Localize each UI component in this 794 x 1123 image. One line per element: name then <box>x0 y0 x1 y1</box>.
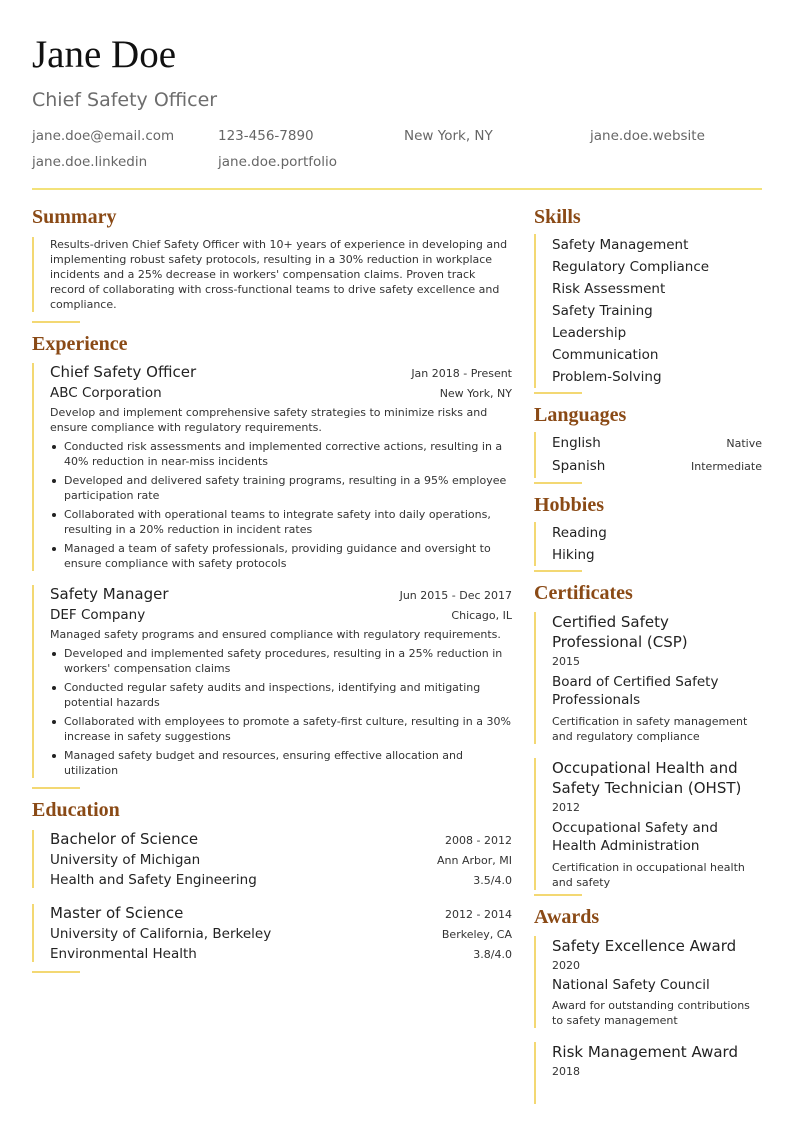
certificates-heading: Certificates <box>534 582 633 604</box>
job-entry <box>32 585 512 778</box>
sidebar-column <box>534 200 762 1104</box>
education-location: Ann Arbor, MI <box>437 854 512 867</box>
header-divider <box>32 188 762 190</box>
skills-section <box>534 206 762 394</box>
certificate-issuer: Occupational Safety and Health Administration <box>552 820 718 854</box>
job-bullet: Managed safety budget and resources, ensuring effective allocation and utilization <box>50 748 512 778</box>
certificate-year: 2015 <box>552 655 580 668</box>
award-issuer: National Safety Council <box>552 977 710 993</box>
job-bullet: Developed and delivered safety training programs, resulting in a 95% employee participation rate <box>50 473 512 503</box>
certificates-section <box>534 582 762 896</box>
awards-section <box>534 906 762 1104</box>
education-field: Environmental Health <box>50 946 197 962</box>
main-column <box>32 200 512 973</box>
languages-heading: Languages <box>534 404 627 426</box>
section-underline <box>32 971 80 973</box>
skill-item: Regulatory Compliance <box>552 259 710 275</box>
education-degree: Bachelor of Science <box>50 830 199 848</box>
hobby-item: Hiking <box>552 547 595 563</box>
job-bullet: Managed a team of safety professionals, providing guidance and oversight to ensure compliance with safety protocols <box>50 541 512 571</box>
contact-email[interactable]: jane.doe@email.com <box>32 128 175 144</box>
skill-item: Risk Assessment <box>552 281 666 297</box>
job-title: Safety Manager <box>50 585 169 603</box>
education-gpa: 3.5/4.0 <box>473 874 512 887</box>
skill-item: Problem-Solving <box>552 369 662 385</box>
skill-item: Communication <box>552 347 659 363</box>
section-underline <box>534 894 582 896</box>
experience-heading: Experience <box>32 333 128 355</box>
job-bullet: Collaborated with employees to promote a safety-first culture, resulting in a 30% increase in safety suggestions <box>50 714 512 744</box>
certificate-entry <box>534 612 762 744</box>
awards-heading: Awards <box>534 906 600 928</box>
certificate-name: Occupational Health and Safety Technician (OHST) <box>552 759 742 797</box>
section-underline <box>534 482 582 484</box>
candidate-title: Chief Safety Officer <box>32 89 218 111</box>
education-heading: Education <box>32 799 120 821</box>
certificate-name: Certified Safety Professional (CSP) <box>552 613 688 651</box>
language-item <box>552 455 762 478</box>
education-school: University of Michigan <box>50 852 201 868</box>
award-name: Risk Management Award <box>552 1043 738 1061</box>
summary-text: Results-driven Chief Safety Officer with 10+ years of experience in developing and implementing robust safety protocols, resulting in a 30% reduction in workplace incidents and a 25% decrease in workers' compensation claims. Proven track record of collaborating with cross-functional teams to drive safety excellence and compliance. <box>50 238 508 311</box>
skills-heading: Skills <box>534 206 581 228</box>
certificate-description: Certification in safety management and regulatory compliance <box>552 715 748 743</box>
hobbies-heading: Hobbies <box>534 494 605 516</box>
contact-website[interactable]: jane.doe.website <box>590 128 705 144</box>
certificate-entry <box>534 758 762 890</box>
job-entry <box>32 363 512 571</box>
job-bullet: Conducted risk assessments and implemented corrective actions, resulting in a 40% reduction in near-miss incidents <box>50 439 512 469</box>
language-name: Spanish <box>552 458 606 474</box>
skill-item: Safety Training <box>552 303 653 319</box>
job-company: DEF Company <box>50 607 146 623</box>
contact-linkedin[interactable]: jane.doe.linkedin <box>32 154 148 170</box>
section-underline <box>32 321 80 323</box>
section-underline <box>534 570 582 572</box>
summary-heading: Summary <box>32 206 117 228</box>
skill-item: Leadership <box>552 325 627 341</box>
section-underline <box>534 392 582 394</box>
award-description: Award for outstanding contributions to safety management <box>552 999 750 1027</box>
experience-section <box>32 333 512 789</box>
award-entry <box>534 1042 762 1104</box>
candidate-name: Jane Doe <box>32 33 177 76</box>
certificate-description: Certification in occupational health and safety <box>552 861 745 889</box>
job-description: Develop and implement comprehensive safety strategies to minimize risks and ensure compliance with regulatory requirements. <box>50 406 488 434</box>
job-bullet: Collaborated with operational teams to integrate safety into daily operations, resulting in a 20% reduction in incident rates <box>50 507 512 537</box>
job-description: Managed safety programs and ensured compliance with regulatory requirements. <box>50 628 501 641</box>
language-name: English <box>552 435 601 451</box>
education-entry <box>32 904 512 962</box>
education-dates: 2012 - 2014 <box>445 908 512 921</box>
contact-phone[interactable]: 123-456-7890 <box>218 128 314 144</box>
job-bullet: Conducted regular safety audits and inspections, identifying and mitigating potential hazards <box>50 680 512 710</box>
education-location: Berkeley, CA <box>441 928 512 941</box>
education-school: University of California, Berkeley <box>50 926 272 942</box>
contact-location: New York, NY <box>404 128 493 144</box>
contact-portfolio[interactable]: jane.doe.portfolio <box>218 154 338 170</box>
language-item <box>552 432 762 455</box>
hobby-item: Reading <box>552 525 607 541</box>
education-section <box>32 799 512 973</box>
summary-section <box>32 206 512 323</box>
education-gpa: 3.8/4.0 <box>473 948 512 961</box>
education-field: Health and Safety Engineering <box>50 872 257 888</box>
education-dates: 2008 - 2012 <box>445 834 512 847</box>
job-location: Chicago, IL <box>451 609 512 622</box>
award-entry <box>534 936 762 1028</box>
job-bullet: Developed and implemented safety procedures, resulting in a 25% reduction in workers' compensation claims <box>50 646 512 676</box>
award-year: 2020 <box>552 959 580 972</box>
skill-item: Safety Management <box>552 237 689 253</box>
certificate-issuer: Board of Certified Safety Professionals <box>552 674 719 708</box>
job-dates: Jan 2018 - Present <box>411 367 512 380</box>
language-level: Native <box>726 437 762 450</box>
hobbies-section <box>534 494 762 572</box>
section-underline <box>32 787 80 789</box>
award-name: Safety Excellence Award <box>552 937 737 955</box>
job-location: New York, NY <box>439 387 512 400</box>
job-dates: Jun 2015 - Dec 2017 <box>399 589 512 602</box>
languages-section <box>534 404 762 484</box>
certificate-year: 2012 <box>552 801 580 814</box>
education-degree: Master of Science <box>50 904 184 922</box>
language-level: Intermediate <box>691 460 762 473</box>
award-year: 2018 <box>552 1065 580 1078</box>
education-entry <box>32 830 512 888</box>
job-company: ABC Corporation <box>50 385 162 401</box>
job-title: Chief Safety Officer <box>50 363 197 381</box>
